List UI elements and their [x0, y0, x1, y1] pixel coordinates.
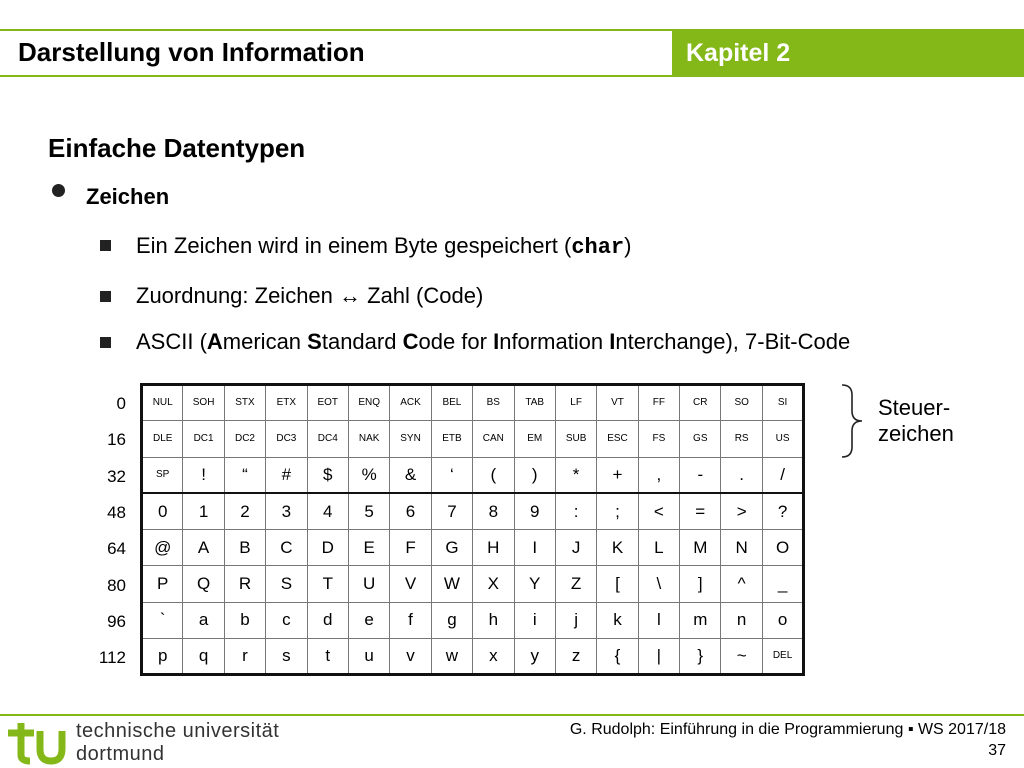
ascii-row [142, 566, 804, 602]
ascii-row [142, 457, 804, 493]
slide-title: Darstellung von Information [18, 37, 365, 67]
char-keyword: char [571, 235, 625, 260]
square-bullet-icon [100, 240, 111, 251]
ascii-cell: CR [680, 385, 721, 421]
ascii-cell: L [638, 530, 679, 566]
ascii-cell: n [721, 602, 762, 638]
ascii-cell: P [142, 566, 183, 602]
row-offset-label: 48 [107, 502, 126, 522]
ascii-cell: u [348, 639, 389, 675]
ascii-cell: D [307, 530, 348, 566]
ascii-cell: : [555, 493, 596, 529]
ascii-cell: TAB [514, 385, 555, 421]
ascii-cell: * [555, 457, 596, 493]
row-offset-label: 96 [107, 611, 126, 631]
ascii-cell: NUL [142, 385, 183, 421]
ascii-cell: BEL [431, 385, 472, 421]
ascii-cell: US [762, 421, 803, 457]
ascii-cell: I [514, 530, 555, 566]
ascii-cell: ^ [721, 566, 762, 602]
ascii-row [142, 530, 804, 566]
ascii-cell: Q [183, 566, 224, 602]
ascii-cell: g [431, 602, 472, 638]
ascii-cell: 2 [224, 493, 265, 529]
ascii-cell: 6 [390, 493, 431, 529]
ascii-cell: ESC [597, 421, 638, 457]
ascii-cell: j [555, 602, 596, 638]
ascii-cell: SI [762, 385, 803, 421]
page-number: 37 [988, 742, 1006, 759]
ascii-cell: O [762, 530, 803, 566]
ascii-cell: U [348, 566, 389, 602]
row-offset-label: 32 [107, 466, 126, 486]
ascii-cell: E [348, 530, 389, 566]
annotation-line-2: zeichen [878, 421, 954, 446]
ascii-cell: - [680, 457, 721, 493]
sub-item-ascii [136, 329, 850, 355]
control-chars-annotation [878, 395, 954, 447]
ascii-cell: GS [680, 421, 721, 457]
ascii-initial-s: S [307, 329, 322, 354]
ascii-cell: FS [638, 421, 679, 457]
footer-credit: G. Rudolph: Einführung in die Programmierung ▪ WS 2017/18 [569, 721, 1006, 738]
ascii-cell: 0 [142, 493, 183, 529]
sub-item-byte [136, 233, 631, 260]
ascii-cell: c [266, 602, 307, 638]
ascii-text-3: tandard [321, 329, 403, 354]
ascii-cell: / [762, 457, 803, 493]
ascii-cell: SP [142, 457, 183, 493]
ascii-cell: Z [555, 566, 596, 602]
ascii-cell: ; [597, 493, 638, 529]
ascii-cell: i [514, 602, 555, 638]
ascii-cell: F [390, 530, 431, 566]
ascii-cell: SO [721, 385, 762, 421]
ascii-table [140, 383, 805, 676]
ascii-cell: \ [638, 566, 679, 602]
ascii-cell: DC3 [266, 421, 307, 457]
ascii-cell: STX [224, 385, 265, 421]
ascii-cell: ACK [390, 385, 431, 421]
ascii-cell: ‘ [431, 457, 472, 493]
footer-rule [0, 714, 1024, 716]
ascii-text-4: ode for [418, 329, 494, 354]
ascii-text-6: nterchange), 7-Bit-Code [615, 329, 851, 354]
ascii-row [142, 602, 804, 638]
ascii-cell: @ [142, 530, 183, 566]
ascii-cell: y [514, 639, 555, 675]
ascii-row [142, 493, 804, 529]
ascii-cell: 9 [514, 493, 555, 529]
ascii-cell: ETB [431, 421, 472, 457]
ascii-cell: X [473, 566, 514, 602]
ascii-cell: [ [597, 566, 638, 602]
ascii-cell: EM [514, 421, 555, 457]
ascii-cell: 5 [348, 493, 389, 529]
ascii-cell: w [431, 639, 472, 675]
ascii-cell: DLE [142, 421, 183, 457]
ascii-cell: a [183, 602, 224, 638]
ascii-cell: T [307, 566, 348, 602]
ascii-cell: 1 [183, 493, 224, 529]
university-name-line-2: dortmund [76, 743, 165, 765]
ascii-cell: K [597, 530, 638, 566]
ascii-cell: q [183, 639, 224, 675]
ascii-cell: FF [638, 385, 679, 421]
ascii-cell: CAN [473, 421, 514, 457]
ascii-cell: f [390, 602, 431, 638]
ascii-cell: = [680, 493, 721, 529]
ascii-cell: s [266, 639, 307, 675]
ascii-cell: d [307, 602, 348, 638]
ascii-initial-a: A [206, 329, 223, 354]
ascii-cell: ) [514, 457, 555, 493]
ascii-cell: 4 [307, 493, 348, 529]
section-heading: Einfache Datentypen [48, 133, 306, 163]
ascii-cell: ( [473, 457, 514, 493]
ascii-cell: 3 [266, 493, 307, 529]
ascii-cell: | [638, 639, 679, 675]
ascii-cell: S [266, 566, 307, 602]
row-offset-label: 64 [107, 539, 126, 559]
ascii-row [142, 385, 804, 421]
ascii-cell: & [390, 457, 431, 493]
ascii-cell: k [597, 602, 638, 638]
ascii-cell: < [638, 493, 679, 529]
square-bullet-icon [100, 291, 111, 302]
ascii-cell: x [473, 639, 514, 675]
ascii-cell: SYN [390, 421, 431, 457]
ascii-initial-i1: I [493, 329, 500, 354]
ascii-cell: { [597, 639, 638, 675]
ascii-cell: R [224, 566, 265, 602]
chapter-badge [672, 31, 1024, 75]
ascii-cell: # [266, 457, 307, 493]
ascii-cell: G [431, 530, 472, 566]
ascii-cell: ? [762, 493, 803, 529]
ascii-cell: p [142, 639, 183, 675]
ascii-cell: BS [473, 385, 514, 421]
row-offset-label: 0 [116, 394, 126, 413]
ascii-cell: DC4 [307, 421, 348, 457]
ascii-cell: l [638, 602, 679, 638]
ascii-cell: LF [555, 385, 596, 421]
sub-item-byte-text: Ein Zeichen wird in einem Byte gespeichert ( [136, 233, 572, 258]
ascii-cell: ETX [266, 385, 307, 421]
ascii-cell: 7 [431, 493, 472, 529]
ascii-cell: . [721, 457, 762, 493]
ascii-cell: } [680, 639, 721, 675]
ascii-initial-c: C [402, 329, 419, 354]
ascii-cell: ] [680, 566, 721, 602]
ascii-cell: z [555, 639, 596, 675]
header-rule [0, 75, 1024, 77]
ascii-cell: J [555, 530, 596, 566]
ascii-cell: V [390, 566, 431, 602]
ascii-cell: _ [762, 566, 803, 602]
ascii-cell: N [721, 530, 762, 566]
square-bullet-icon [100, 337, 111, 348]
university-name-line-1: technische universität [76, 720, 280, 742]
ascii-cell: NAK [348, 421, 389, 457]
ascii-cell: EOT [307, 385, 348, 421]
ascii-cell: b [224, 602, 265, 638]
ascii-cell: SOH [183, 385, 224, 421]
row-offset-label: 80 [107, 575, 126, 595]
ascii-cell: Y [514, 566, 555, 602]
ascii-cell: r [224, 639, 265, 675]
ascii-cell: ` [142, 602, 183, 638]
ascii-cell: m [680, 602, 721, 638]
ascii-text-1: ASCII ( [136, 329, 207, 354]
ascii-cell: , [638, 457, 679, 493]
ascii-cell: A [183, 530, 224, 566]
ascii-cell: > [721, 493, 762, 529]
row-offset-label: 112 [98, 648, 126, 668]
ascii-cell: v [390, 639, 431, 675]
ascii-cell: VT [597, 385, 638, 421]
ascii-cell: W [431, 566, 472, 602]
ascii-cell: % [348, 457, 389, 493]
ascii-cell: ! [183, 457, 224, 493]
ascii-cell: o [762, 602, 803, 638]
ascii-cell: C [266, 530, 307, 566]
ascii-cell: + [597, 457, 638, 493]
ascii-cell: ENQ [348, 385, 389, 421]
ascii-cell: DC1 [183, 421, 224, 457]
ascii-row [142, 639, 804, 675]
ascii-cell: DC2 [224, 421, 265, 457]
ascii-cell: M [680, 530, 721, 566]
ascii-cell: RS [721, 421, 762, 457]
ascii-cell: H [473, 530, 514, 566]
ascii-text-5: nformation [499, 329, 610, 354]
ascii-cell: DEL [762, 639, 803, 675]
ascii-cell: B [224, 530, 265, 566]
ascii-initial-i2: I [609, 329, 616, 354]
ascii-cell: h [473, 602, 514, 638]
tu-logo-icon [4, 717, 68, 765]
chapter-label: Kapitel 2 [686, 39, 791, 67]
bullet-zeichen: Zeichen [86, 184, 170, 209]
ascii-cell: 8 [473, 493, 514, 529]
sub-item-byte-close: ) [624, 233, 632, 258]
sub-item-mapping: Zuordnung: Zeichen ↔ Zahl (Code) [136, 283, 484, 308]
ascii-cell: t [307, 639, 348, 675]
ascii-cell: e [348, 602, 389, 638]
annotation-line-1: Steuer- [878, 395, 951, 420]
ascii-cell: “ [224, 457, 265, 493]
ascii-cell: $ [307, 457, 348, 493]
ascii-text-2: merican [222, 329, 308, 354]
ascii-cell: SUB [555, 421, 596, 457]
row-offset-label: 16 [107, 430, 126, 450]
ascii-cell: ~ [721, 639, 762, 675]
bullet-dot-icon [52, 184, 65, 197]
curly-brace-icon [840, 383, 870, 459]
ascii-row [142, 421, 804, 457]
